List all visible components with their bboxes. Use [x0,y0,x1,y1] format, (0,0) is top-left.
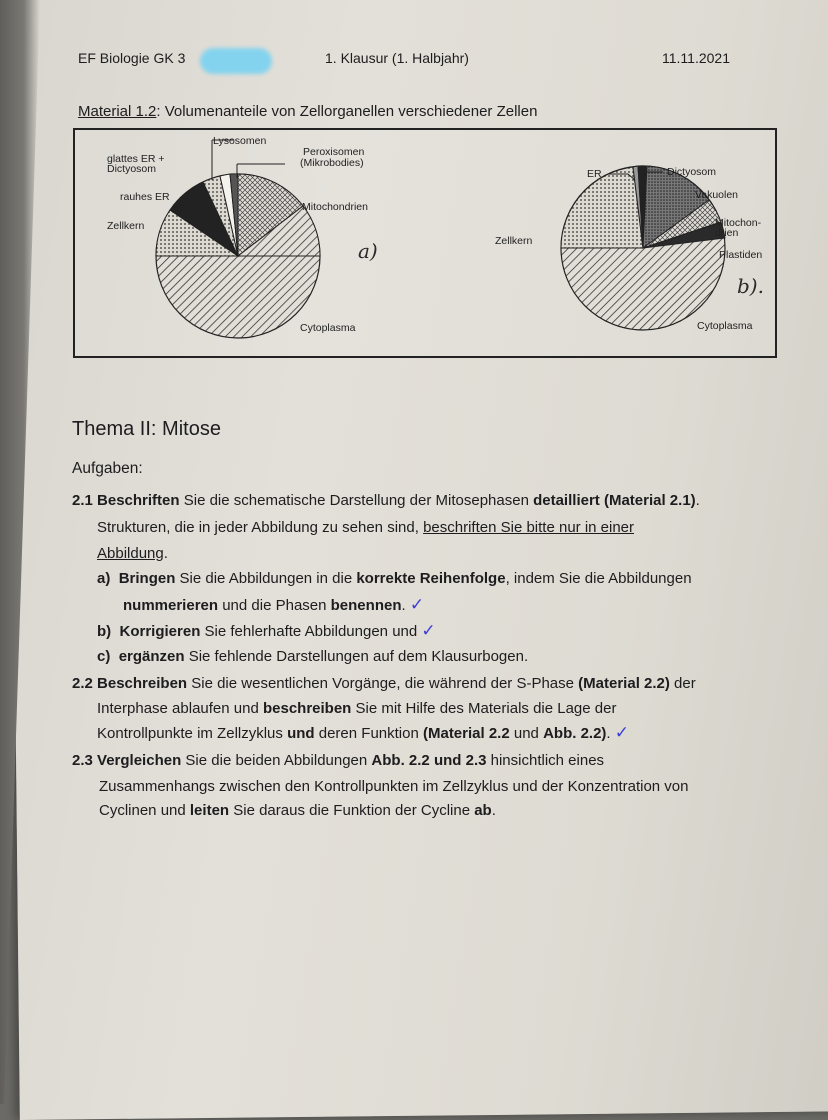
subtask-b-verb: Korrigieren [119,623,201,640]
task-2-2 [72,673,762,695]
check-icon: ✓ [614,723,630,742]
label-cytoplasma-b: Cytoplasma [697,320,753,332]
task-2-2-line2c: Sie mit Hilfe des Materials die Lage der [351,700,617,717]
material-heading [78,103,537,120]
course-label: EF Biologie GK 3 [78,50,186,66]
task-2-3-verb: Vergleichen [97,752,182,769]
subtask-a-text: Sie die Abbildungen in die [175,570,357,587]
task-2-3-line3c: Sie daraus die Funktion der Cycline [229,802,475,819]
subtask-c-verb: ergänzen [118,648,185,665]
task-2-3-line2 [99,776,688,798]
task-2-1-abbildung: Abbildung [97,545,164,562]
task-2-2-end: der [669,675,696,692]
task-2-1-detailliert: detailliert [533,492,600,509]
handwritten-a: a) [358,239,378,263]
check-icon: ✓ [421,621,436,640]
task-2-1-period: . [695,492,700,509]
task-2-1-line2 [97,517,759,539]
task-2-1 [72,490,760,512]
material-label: Material 1.2 [78,103,157,120]
subtask-b-label: b) [97,623,112,640]
task-2-1-text: Sie die schematische Darstellung der Mitosephasen [179,492,534,509]
pie-charts-svg [75,130,775,356]
exam-date: 11.11.2021 [662,50,730,66]
subtask-b [97,620,436,643]
redaction-mark [200,48,272,74]
subtask-a-benennen: benennen [330,597,402,614]
label-mitochondrien-b1: Mitochon- [715,217,762,229]
label-glattes-er: glattes ER + [107,153,165,165]
label-rauhes-er: rauhes ER [120,191,170,203]
task-2-2-line3e: und [509,725,544,742]
subtask-a-end: , indem Sie die Abbildungen [505,570,692,587]
task-2-2-line3a: Kontrollpunkte im Zellzyklus [97,725,288,742]
task-2-2-line2a: Interphase ablaufen und [97,700,263,717]
pie-chart-b [495,166,764,332]
task-2-2-period: . [606,725,611,742]
task-2-1-number: 2.1 [72,492,93,509]
tasks-heading: Aufgaben: [72,460,143,477]
task-2-1-verb: Beschriften [97,492,180,509]
task-2-2-abb: Abb. 2.2) [543,725,607,742]
task-2-2-verb: Beschreiben [97,675,188,692]
subtask-a-line2 [123,594,424,617]
label-vakuolen-b: Vakuolen [695,189,739,201]
task-2-3-line3a: Cyclinen und [99,802,190,819]
task-2-3-end: hinsichtlich eines [486,752,605,769]
label-cytoplasma-a: Cytoplasma [300,322,356,334]
check-icon: ✓ [409,595,425,614]
subtask-c-text: Sie fehlende Darstellungen auf dem Klausurbogen. [184,648,529,665]
task-2-2-und: und [287,725,315,742]
subtask-a-bold: korrekte Reihenfolge [356,570,506,587]
task-2-3-ab: ab [474,802,492,819]
pie-chart-figure [73,128,777,358]
material-title-text: : Volumenanteile von Zellorganellen verschiedener Zellen [156,103,538,120]
task-2-2-material: (Material 2.2) [578,675,670,692]
subtask-a-nummerieren: nummerieren [123,597,219,614]
task-2-2-material2: (Material 2.2 [422,725,510,742]
label-dictyosom-b: Dictyosom [667,166,717,178]
task-2-2-text: Sie die wesentlichen Vorgänge, die während der S-Phase [187,675,579,692]
subtask-a [97,568,692,590]
label-mitochondrien-b2: drien [715,227,739,239]
label-plastiden-b: Plastiden [719,249,763,261]
task-2-3-number: 2.3 [72,752,93,769]
subtask-a-mid2: und die Phasen [218,597,331,614]
subtask-b-text: Sie fehlerhafte Abbildungen und [200,623,418,640]
subtask-a-verb: Bringen [118,570,176,587]
task-2-2-number: 2.2 [72,675,93,692]
task-2-1-line2-text: Strukturen, die in jeder Abbildung zu sehen sind, [97,519,419,536]
label-dictyosom-a: Dictyosom [107,163,157,175]
subtask-a-label: a) [97,570,111,587]
task-2-1-line3-period: . [163,545,168,562]
task-2-1-line3 [97,543,168,565]
label-mikrobodies: (Mikrobodies) [300,157,364,169]
slice-zellkern-b [561,167,643,248]
topic-heading: Thema II: Mitose [72,418,221,440]
task-2-1-underlined: beschriften Sie bitte nur in einer [423,519,635,536]
task-2-2-beschreiben: beschreiben [262,700,352,717]
subtask-c-label: c) [97,648,111,665]
task-2-3-abb2: 2.3 [465,752,487,769]
task-2-3-leiten: leiten [189,802,230,819]
handwritten-b: b). [737,274,764,298]
task-2-3-line3 [99,800,496,822]
label-peroxisomen: Peroxisomen [303,146,365,158]
subtask-c [97,646,528,668]
task-2-3-period: . [491,802,496,819]
exam-title: 1. Klausur (1. Halbjahr) [325,50,469,66]
task-2-3-text: Sie die beiden Abbildungen [181,752,372,769]
task-2-2-line3 [97,722,629,745]
task-2-3-abb1: Abb. 2.2 [371,752,430,769]
task-2-3-line2-text: Zusammenhangs zwischen den Kontrollpunkten im Zellzyklus und der Konzentration von [99,778,689,795]
task-2-1-material: (Material 2.1) [603,492,696,509]
label-lysosomen: Lysosomen [213,135,267,147]
task-2-3-und: und [429,752,466,769]
label-mitochondrien-a: Mitochondrien [302,201,368,213]
task-2-2-line3c: deren Funktion [314,725,423,742]
task-2-2-line2 [97,698,761,720]
subtask-a-end2: . [401,597,406,614]
label-zellkern-b: Zellkern [495,235,533,247]
task-2-3 [72,750,762,772]
pie-chart-a [107,135,378,338]
label-er-b: ER [587,168,602,180]
label-zellkern-a: Zellkern [107,220,145,232]
